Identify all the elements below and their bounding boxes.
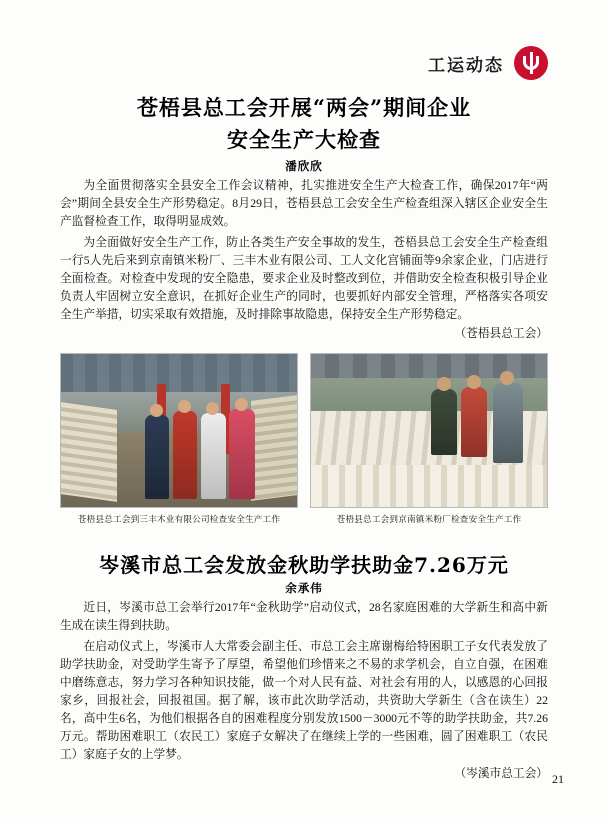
- page-content: [60, 40, 548, 783]
- article-one-title-line2: 安全生产大检查: [227, 127, 381, 152]
- article-two-byline: 余承伟: [285, 583, 323, 595]
- article-one-byline: 潘欣欣: [285, 161, 323, 173]
- article-two-title: 岑溪市总工会发放金秋助学扶助金7.26万元: [99, 553, 509, 577]
- photo-caption-2: 苍梧县总工会到京南镇米粉厂检查安全生产工作: [336, 514, 522, 524]
- photo-block-2: [310, 353, 548, 525]
- photo-sanfeng-timber: [60, 353, 298, 508]
- article-two: [60, 549, 548, 783]
- photo-caption-1: 苍梧县总工会到三丰木业有限公司检查安全生产工作: [77, 514, 281, 524]
- photo-jingnan-rice-noodle: [310, 353, 548, 508]
- photo-block-1: [60, 353, 298, 525]
- article-two-signature: （岑溪市总工会）: [454, 767, 548, 780]
- section-title: 工运动态: [428, 55, 504, 76]
- article-one-paragraph-2: 为全面做好安全生产工作，防止各类生产安全事故的发生，苍梧县总工会安全生产检查组一行5人先后来到京南镇米粉厂、三丰木业有限公司、工人文化宫铺面等9余家企业，门店进行全面检查。对检查中发现的安全隐患，要求企业及时整改到位，并借助安全检查积极引导企业负责人牢固树立安全意识，在抓好企业生产的同时，也要抓好内部安全管理，严格落实各项安全生产举措，切实采取有效措施，及时排除事故隐患，保持安全生产形势稳定。: [60, 236, 548, 321]
- union-emblem-icon: [514, 46, 548, 80]
- article-one-title: [60, 92, 548, 156]
- article-one-title-line1: 苍梧县总工会开展“两会”期间企业: [136, 95, 472, 120]
- article-two-paragraph-1: 近日，岑溪市总工会举行2017年“金秋助学”启动仪式，28名家庭困难的大学新生和高中新生成在读生得到扶助。: [60, 601, 548, 632]
- page-number: 21: [552, 772, 564, 786]
- article-one-signature: （苍梧县总工会）: [454, 327, 548, 340]
- page-header: [60, 40, 548, 86]
- photo-row: [60, 353, 548, 525]
- article-two-paragraph-2: 在启动仪式上，岑溪市人大常委会副主任、市总工会主席谢梅给特困职工子女代表发放了助学扶助金，对受助学生寄予了厚望，希望他们珍惜来之不易的求学机会，自立自强，在困难中磨练意志，努力学习各种知识技能，做一个对人民有益、对社会有用的人，以感恩的心回报家乡，回报社会，回报祖国。据了解，该市此次助学活动，共资助大学新生（含在读生）22名，高中生6名，为他们根据各自的困难程度分别发放1500－3000元不等的助学扶助金，共7.26万元。帮助困难职工（农民工）家庭子女解决了在继续上学的一些困难，圆了困难职工（农民工）家庭子女的上学梦。: [60, 640, 548, 761]
- article-one: [60, 92, 548, 525]
- article-one-paragraph-1: 为全面贯彻落实全县安全工作会议精神，扎实推进安全生产大检查工作，确保2017年“两会”期间全县安全生产形势稳定。8月29日，苍梧县总工会安全生产检查组深入辖区企业安全生产监督检查工作，取得明显成效。: [60, 179, 548, 228]
